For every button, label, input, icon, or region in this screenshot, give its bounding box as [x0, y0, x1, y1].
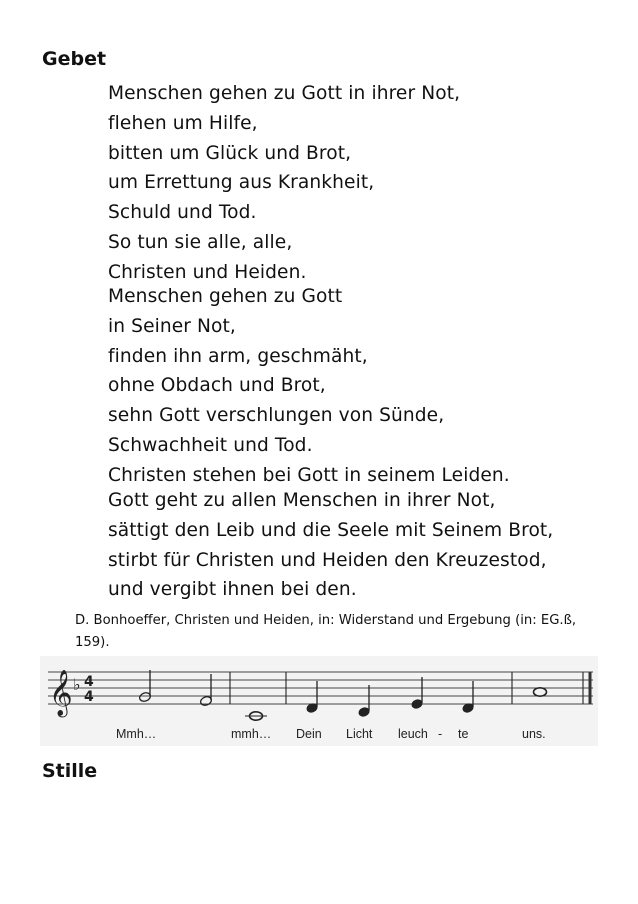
heading-gebet: Gebet	[42, 48, 107, 70]
poem-line: finden ihn arm, geschmäht,	[108, 345, 368, 367]
music-score	[40, 656, 598, 746]
poem-line: und vergibt ihnen bei den.	[108, 579, 357, 601]
lyric-syllable: mmh…	[231, 727, 272, 741]
staff-lines	[48, 672, 593, 704]
poem-line: in Seiner Not,	[108, 315, 236, 337]
flat-sign-icon: ♭	[73, 675, 81, 694]
lyric-syllable: leuch	[398, 727, 428, 741]
poem-line: So tun sie alle, alle,	[108, 231, 293, 253]
poem-line: sättigt den Leib und die Seele mit Seinem Brot,	[108, 519, 554, 541]
lyric-syllable: te	[458, 727, 469, 741]
heading-stille: Stille	[42, 760, 98, 782]
poem-line: Schuld und Tod.	[108, 202, 257, 224]
source-citation: D. Bonhoeffer, Christen und Heiden, in: Widerstand und Ergebung (in: EG.ß, 159).	[75, 613, 577, 650]
prayer-stanza-3	[108, 486, 553, 605]
time-signature	[84, 674, 94, 705]
lyric-syllable: Mmh…	[116, 727, 157, 741]
quarter-note	[411, 699, 423, 710]
poem-line: um Errettung aus Krankheit,	[108, 172, 375, 194]
poem-line: Schwachheit und Tod.	[108, 434, 313, 456]
whole-note	[534, 688, 547, 696]
svg-text:4: 4	[84, 689, 94, 705]
staff-svg	[40, 656, 598, 746]
treble-clef-icon: 𝄞	[49, 670, 73, 716]
lyric-syllable: uns.	[522, 727, 546, 741]
poem-line: Menschen gehen zu Gott in ihrer Not,	[108, 83, 461, 104]
poem-line: bitten um Glück und Brot,	[108, 142, 352, 164]
quarter-notes	[306, 677, 474, 717]
prayer-stanza-2	[108, 282, 510, 491]
lyric-syllable: -	[438, 727, 443, 741]
poem-line: flehen um Hilfe,	[108, 112, 258, 134]
lyrics	[116, 727, 546, 741]
poem-line: ohne Obdach und Brot,	[108, 375, 326, 397]
poem-line: Christen stehen bei Gott in seinem Leiden.	[108, 464, 510, 486]
svg-text:4: 4	[84, 674, 94, 690]
poem-line: stirbt für Christen und Heiden den Kreuzestod,	[108, 549, 547, 571]
prayer-stanza-1	[108, 79, 460, 288]
lyric-syllable: Licht	[346, 727, 373, 741]
poem-line: Menschen gehen zu Gott	[108, 286, 343, 307]
poem-line: Gott geht zu allen Menschen in ihrer Not,	[108, 490, 496, 511]
poem-line: Christen und Heiden.	[108, 261, 307, 283]
quarter-note	[358, 707, 370, 718]
lyric-syllable: Dein	[296, 727, 322, 741]
poem-line: sehn Gott verschlungen von Sünde,	[108, 405, 445, 427]
